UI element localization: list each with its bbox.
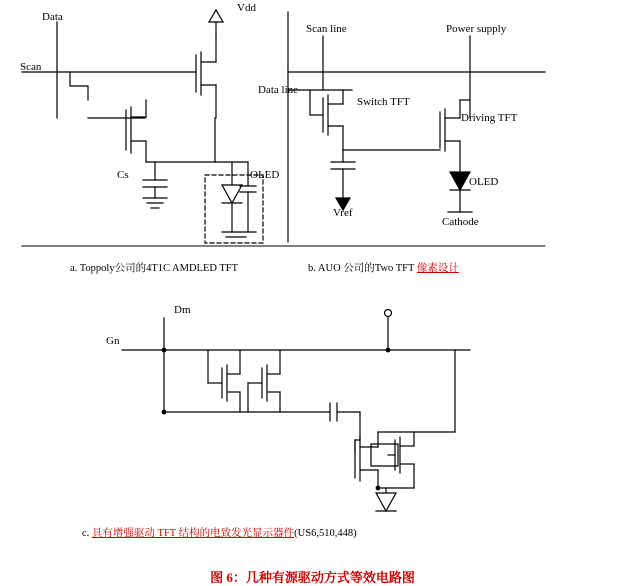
caption-a-text: Toppoly公司的4T1C AMDLED TFT	[79, 263, 239, 274]
caption-c-prefix: c.	[82, 528, 90, 539]
caption-a-prefix: a.	[70, 263, 78, 274]
label-b-oled: OLED	[469, 176, 499, 188]
figure-title: 图 6：几种有源驱动方式等效电路图	[210, 570, 415, 585]
label-a-cs: Cs	[117, 169, 129, 181]
label-b-vref: Vref	[333, 207, 353, 219]
label-a-oled: OLED	[250, 169, 280, 181]
label-b-power-supply: Power supply	[446, 23, 507, 35]
panel-b-circuit	[288, 36, 545, 212]
label-a-scan: Scan	[20, 61, 42, 73]
caption-b-prefix: b.	[308, 263, 316, 274]
caption-c-highlight: 具有增强驱动 TFT 结构的电致发光显示器件	[91, 528, 295, 539]
label-b-driving-tft: Driving TFT	[461, 112, 518, 124]
label-b-data-line: Data line	[258, 84, 299, 96]
label-a-vdd: Vdd	[237, 2, 256, 14]
caption-b-text: AUO 公司的Two TFT	[317, 263, 417, 274]
caption-panel-a	[70, 260, 238, 275]
label-c-gn: Gn	[106, 335, 120, 347]
label-b-cathode: Cathode	[442, 216, 479, 228]
label-b-scan-line: Scan line	[306, 23, 347, 35]
panel-a-circuit	[22, 10, 263, 243]
caption-panel-c	[82, 525, 357, 540]
panel-c-circuit	[122, 310, 470, 512]
label-b-switch-tft: Switch TFT	[357, 96, 410, 108]
caption-c-text: (US6,510,448)	[294, 528, 357, 539]
caption-b-highlight: 像素设计	[416, 263, 459, 274]
label-a-data: Data	[42, 11, 63, 23]
caption-panel-b	[308, 260, 459, 275]
label-c-dm: Dm	[174, 304, 191, 316]
